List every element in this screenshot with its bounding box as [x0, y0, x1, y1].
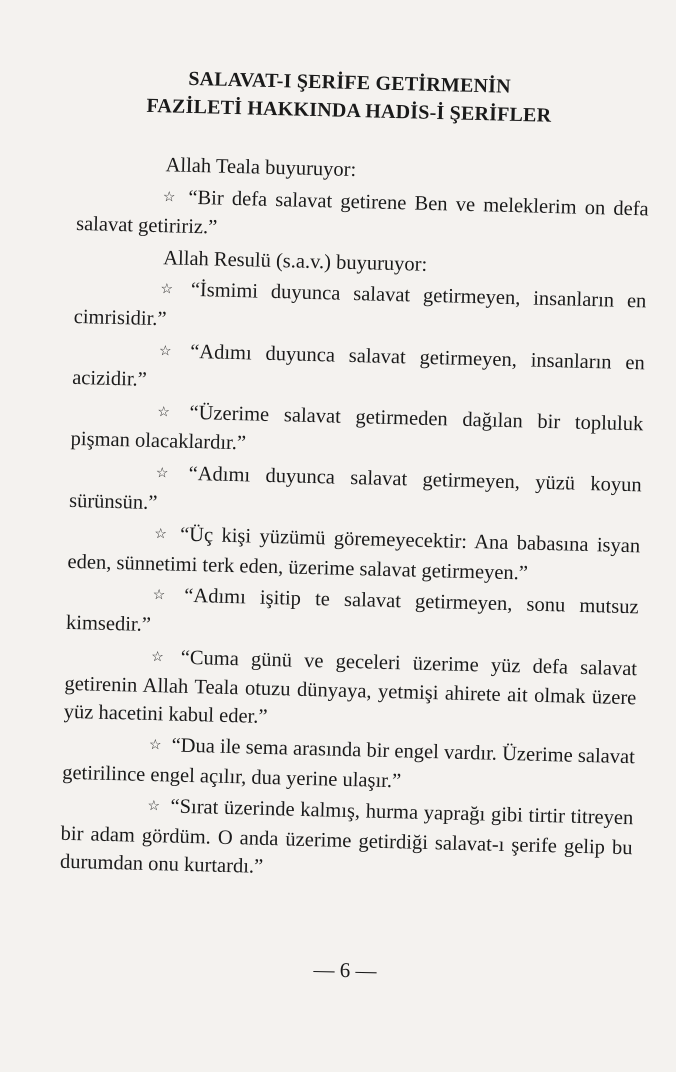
- star-outline-icon: ☆: [162, 188, 179, 206]
- paragraph-text: “Sırat üzerinde kalmış, hurma yaprağı gibi tirtir titreyen bir adam gördüm. O anda üzerime getirdiği salavat-ı şerife gelip bu durumdan onu kurtardı.”: [59, 796, 634, 878]
- paragraph-text: Allah Teala buyuruyor:: [165, 154, 357, 182]
- page-title: [69, 62, 630, 132]
- star-outline-icon: ☆: [154, 526, 171, 543]
- hadith-paragraph: [66, 580, 639, 652]
- hadith-paragraph: [69, 458, 642, 530]
- paragraph-text: “Adımı işitip te salavat getirmeyen, sonu mutsuz kimsedir.”: [65, 585, 639, 636]
- star-outline-icon: ☆: [147, 798, 161, 815]
- title-line-1: SALAVAT-I ŞERİFE GETİRMENİN: [188, 67, 512, 98]
- star-outline-icon: ☆: [160, 281, 182, 299]
- star-outline-icon: ☆: [157, 403, 180, 421]
- paragraph-text: Allah Resulü (s.a.v.) buyuruyor:: [163, 246, 428, 276]
- hadith-paragraph: [73, 274, 646, 346]
- hadith-paragraph: [67, 519, 640, 591]
- page-number: — 6 —: [313, 957, 377, 983]
- paragraph-text: “Dua ile sema arasında bir engel vardır. Üzerime salavat getirilince engel açılır, dua yerine ulaşır.”: [61, 734, 636, 793]
- paragraph-text: “Üzerime salavat getirmeden dağılan bir topluluk pişman olacaklardır.”: [70, 401, 644, 455]
- star-outline-icon: ☆: [151, 648, 172, 666]
- body-text: [60, 150, 650, 894]
- paragraph-text: “Üç kişi yüzümü göremeyecektir: Ana babasına isyan eden, sünnetimi terk eden, üzerime salavat getirmeyen.”: [67, 523, 641, 585]
- hadith-paragraph: [76, 182, 649, 254]
- star-outline-icon: ☆: [155, 465, 179, 482]
- hadith-paragraph: [62, 730, 635, 802]
- hadith-paragraph: [72, 336, 645, 408]
- star-outline-icon: ☆: [152, 587, 175, 604]
- star-outline-icon: ☆: [158, 342, 181, 360]
- hadith-paragraph: [60, 791, 634, 890]
- star-outline-icon: ☆: [148, 737, 162, 754]
- hadith-paragraph: [63, 641, 637, 740]
- paragraph-text: “İsmimi duyunca salavat getirmeyen, insanların en cimrisidir.”: [73, 279, 647, 331]
- hadith-paragraph: [70, 397, 643, 469]
- paragraph-text: “Adımı duyunca salavat getirmeyen, yüzü koyun sürünsün.”: [68, 462, 642, 514]
- title-line-2: FAZİLETİ HAKKINDA HADİS-İ ŞERİFLER: [146, 94, 552, 127]
- paragraph-text: “Bir defa salavat getirene Ben ve meleklerim on defa salavat getiririz.”: [75, 186, 649, 239]
- paragraph-text: “Cuma günü ve geceleri üzerime yüz defa salavat getirenin Allah Teala otuzu dünyaya, yetmişi ahirete ait olmak üzere yüz hacetini kabul eder.”: [63, 646, 638, 728]
- paragraph-text: “Adımı duyunca salavat getirmeyen, insanların en acizidir.”: [71, 340, 646, 391]
